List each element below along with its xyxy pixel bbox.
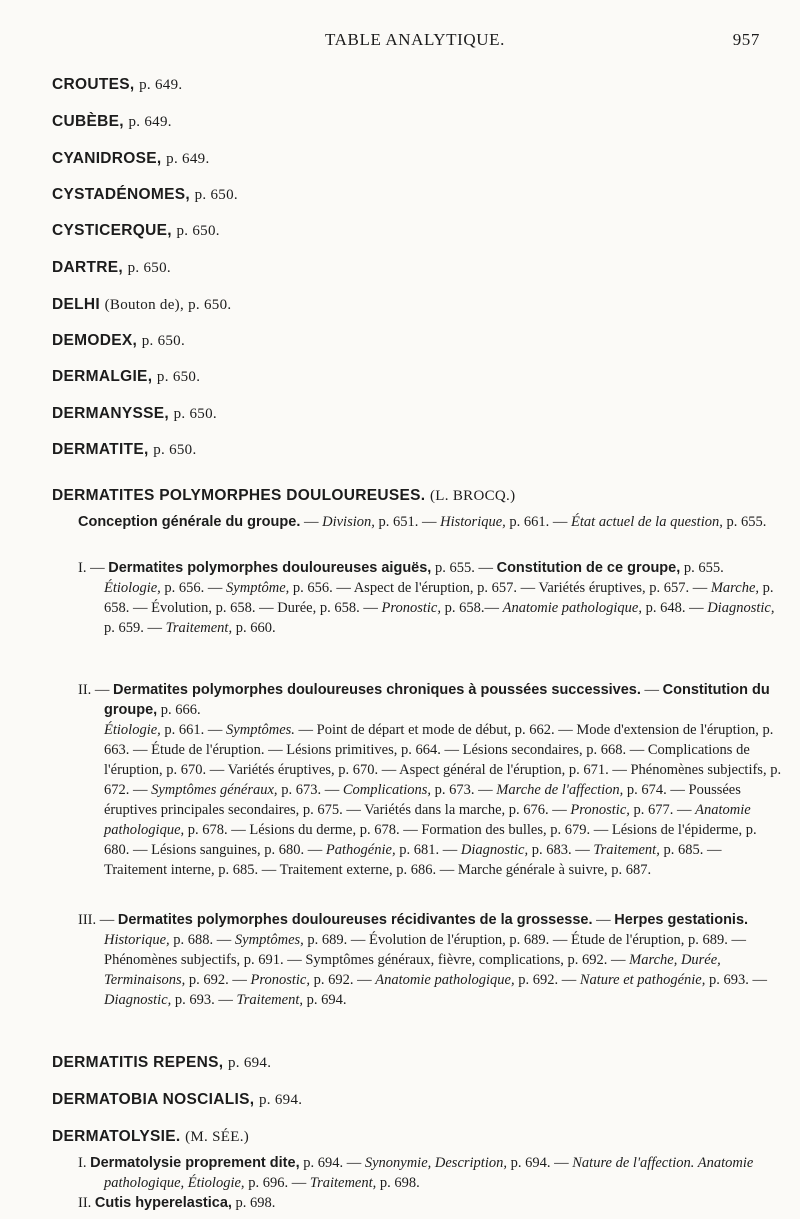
page-number: 957	[732, 30, 760, 49]
running-header	[70, 30, 760, 52]
entry-term: DELHI	[52, 296, 100, 313]
entry-author: (M. SÉE.)	[185, 1129, 250, 1145]
entry-ref: p. 649.	[139, 77, 183, 93]
index-entry	[52, 259, 752, 277]
entry-term: CROUTES,	[52, 76, 135, 93]
entry-term: CYSTADÉNOMES,	[52, 186, 190, 203]
dpd-section-1: I. — Dermatites polymorphes douloureuses aiguës, p. 655. — Constitution de ce groupe, p. 655. Étiologie, p. 656. — Symptôme, p. 656. — Aspect de l'éruption, p. 657. — Variétés éruptives, p. 657. — Marche, p. 658. — Évolution, p. 658. — Durée, p. 658. — Pronostic, p. 658.— Anatomie pathologique, p. 648. — Diagnostic, p. 659. — Traitement, p. 660.	[78, 560, 775, 636]
entry-term: DERMATOLYSIE.	[52, 1128, 181, 1145]
index-entry-dpd	[52, 487, 752, 505]
index-entry	[52, 368, 752, 386]
dpd-conception: Conception générale du groupe. — Division, p. 651. — Historique, p. 661. — État actuel de la question, p. 655.	[78, 514, 767, 530]
index-entry	[52, 332, 752, 350]
entry-ref: p. 694.	[258, 1092, 303, 1108]
entry-term: DERMALGIE,	[52, 368, 153, 385]
entry-term: CUBÈBE,	[52, 113, 124, 130]
index-entry	[52, 76, 752, 94]
entry-ref: p. 650.	[153, 442, 197, 458]
index-entry	[52, 113, 752, 131]
entry-term: DERMATITE,	[52, 441, 149, 458]
index-entry-dermatolysie	[52, 1128, 752, 1146]
dpd-section-3: III. — Dermatites polymorphes douloureuses récidivantes de la grossesse. — Herpes gestationis. Historique, p. 688. — Symptômes, p. 689. — Évolution de l'éruption, p. 689. — Étude de l'éruption, p. 689. — Phénomènes subjectifs, p. 691. — Symptômes généraux, fièvre, complications, p. 692. — Marche, Durée, Terminaisons, p. 692. — Pronostic, p. 692. — Anatomie pathologique, p. 692. — Nature et pathogénie, p. 693. — Diagnostic, p. 693. — Traitement, p. 694.	[78, 912, 767, 1008]
index-entry	[52, 1054, 752, 1072]
entry-ref: p. 650.	[141, 333, 186, 349]
entry-term: CYSTICERQUE,	[52, 222, 172, 239]
index-entry	[52, 1091, 752, 1109]
entry-term: DERMANYSSE,	[52, 405, 169, 422]
entry-ref: p. 650.	[194, 187, 238, 203]
entry-term: DEMODEX,	[52, 332, 138, 349]
entry-term: DERMATITES POLYMORPHES DOULOUREUSES.	[52, 487, 426, 504]
entry-author: (L. BROCQ.)	[429, 488, 516, 504]
dl-sections: I. Dermatolysie proprement dite, p. 694. — Synonymie, Description, p. 694. — Nature de l'affection. Anatomie pathologique, Étiologie, p. 696. — Traitement, p. 698. II. Cutis hyperelastica, p. 698.	[78, 1155, 754, 1211]
entry-ref: p. 649.	[166, 151, 210, 167]
entry-ref: p. 650.	[176, 223, 220, 239]
index-entry	[52, 405, 752, 423]
entry-ref: p. 649.	[128, 114, 172, 130]
entry-ref: p. 650.	[173, 406, 217, 422]
index-entry	[52, 441, 752, 459]
entry-term: DARTRE,	[52, 259, 123, 276]
entry-ref: p. 694.	[227, 1055, 272, 1071]
entry-ref: (Bouton de), p. 650.	[104, 297, 232, 313]
index-entry	[52, 186, 752, 204]
entry-term: DERMATOBIA NOSCIALIS,	[52, 1091, 255, 1108]
entry-ref: p. 650.	[156, 369, 201, 385]
dpd-section-2: II. — Dermatites polymorphes douloureuses chroniques à poussées successives. — Constitution du groupe, p. 666. Étiologie, p. 661. — Symptômes. — Point de départ et mode de début, p. 662. — Mode d'extension de l'éruption, p. 663. — Étude de l'éruption. — Lésions primitives, p. 664. — Lésions secondaires, p. 668. — Complications de l'éruption, p. 670. — Variétés éruptives, p. 670. — Aspect général de l'éruption, p. 671. — Phénomènes subjectifs, p. 672. — Symptômes généraux, p. 673. — Complications, p. 673. — Marche de l'affection, p. 674. — Poussées éruptives principales secondaires, p. 675. — Variétés dans la marche, p. 676. — Pronostic, p. 677. — Anatomie pathologique, p. 678. — Lésions du derme, p. 678. — Formation des bulles, p. 679. — Lésions de l'épiderme, p. 680. — Lésions sanguines, p. 680. — Pathogénie, p. 681. — Diagnostic, p. 683. — Traitement, p. 685. — Traitement interne, p. 685. — Traitement externe, p. 686. — Marche générale à suivre, p. 687.	[78, 682, 782, 878]
header-title: TABLE ANALYTIQUE.	[325, 30, 505, 49]
index-entry	[52, 222, 752, 240]
index-entry	[52, 150, 752, 168]
entry-ref: p. 650.	[127, 260, 171, 276]
index-entry	[52, 296, 752, 314]
entry-term: DERMATITIS REPENS,	[52, 1054, 224, 1071]
entry-term: CYANIDROSE,	[52, 150, 162, 167]
